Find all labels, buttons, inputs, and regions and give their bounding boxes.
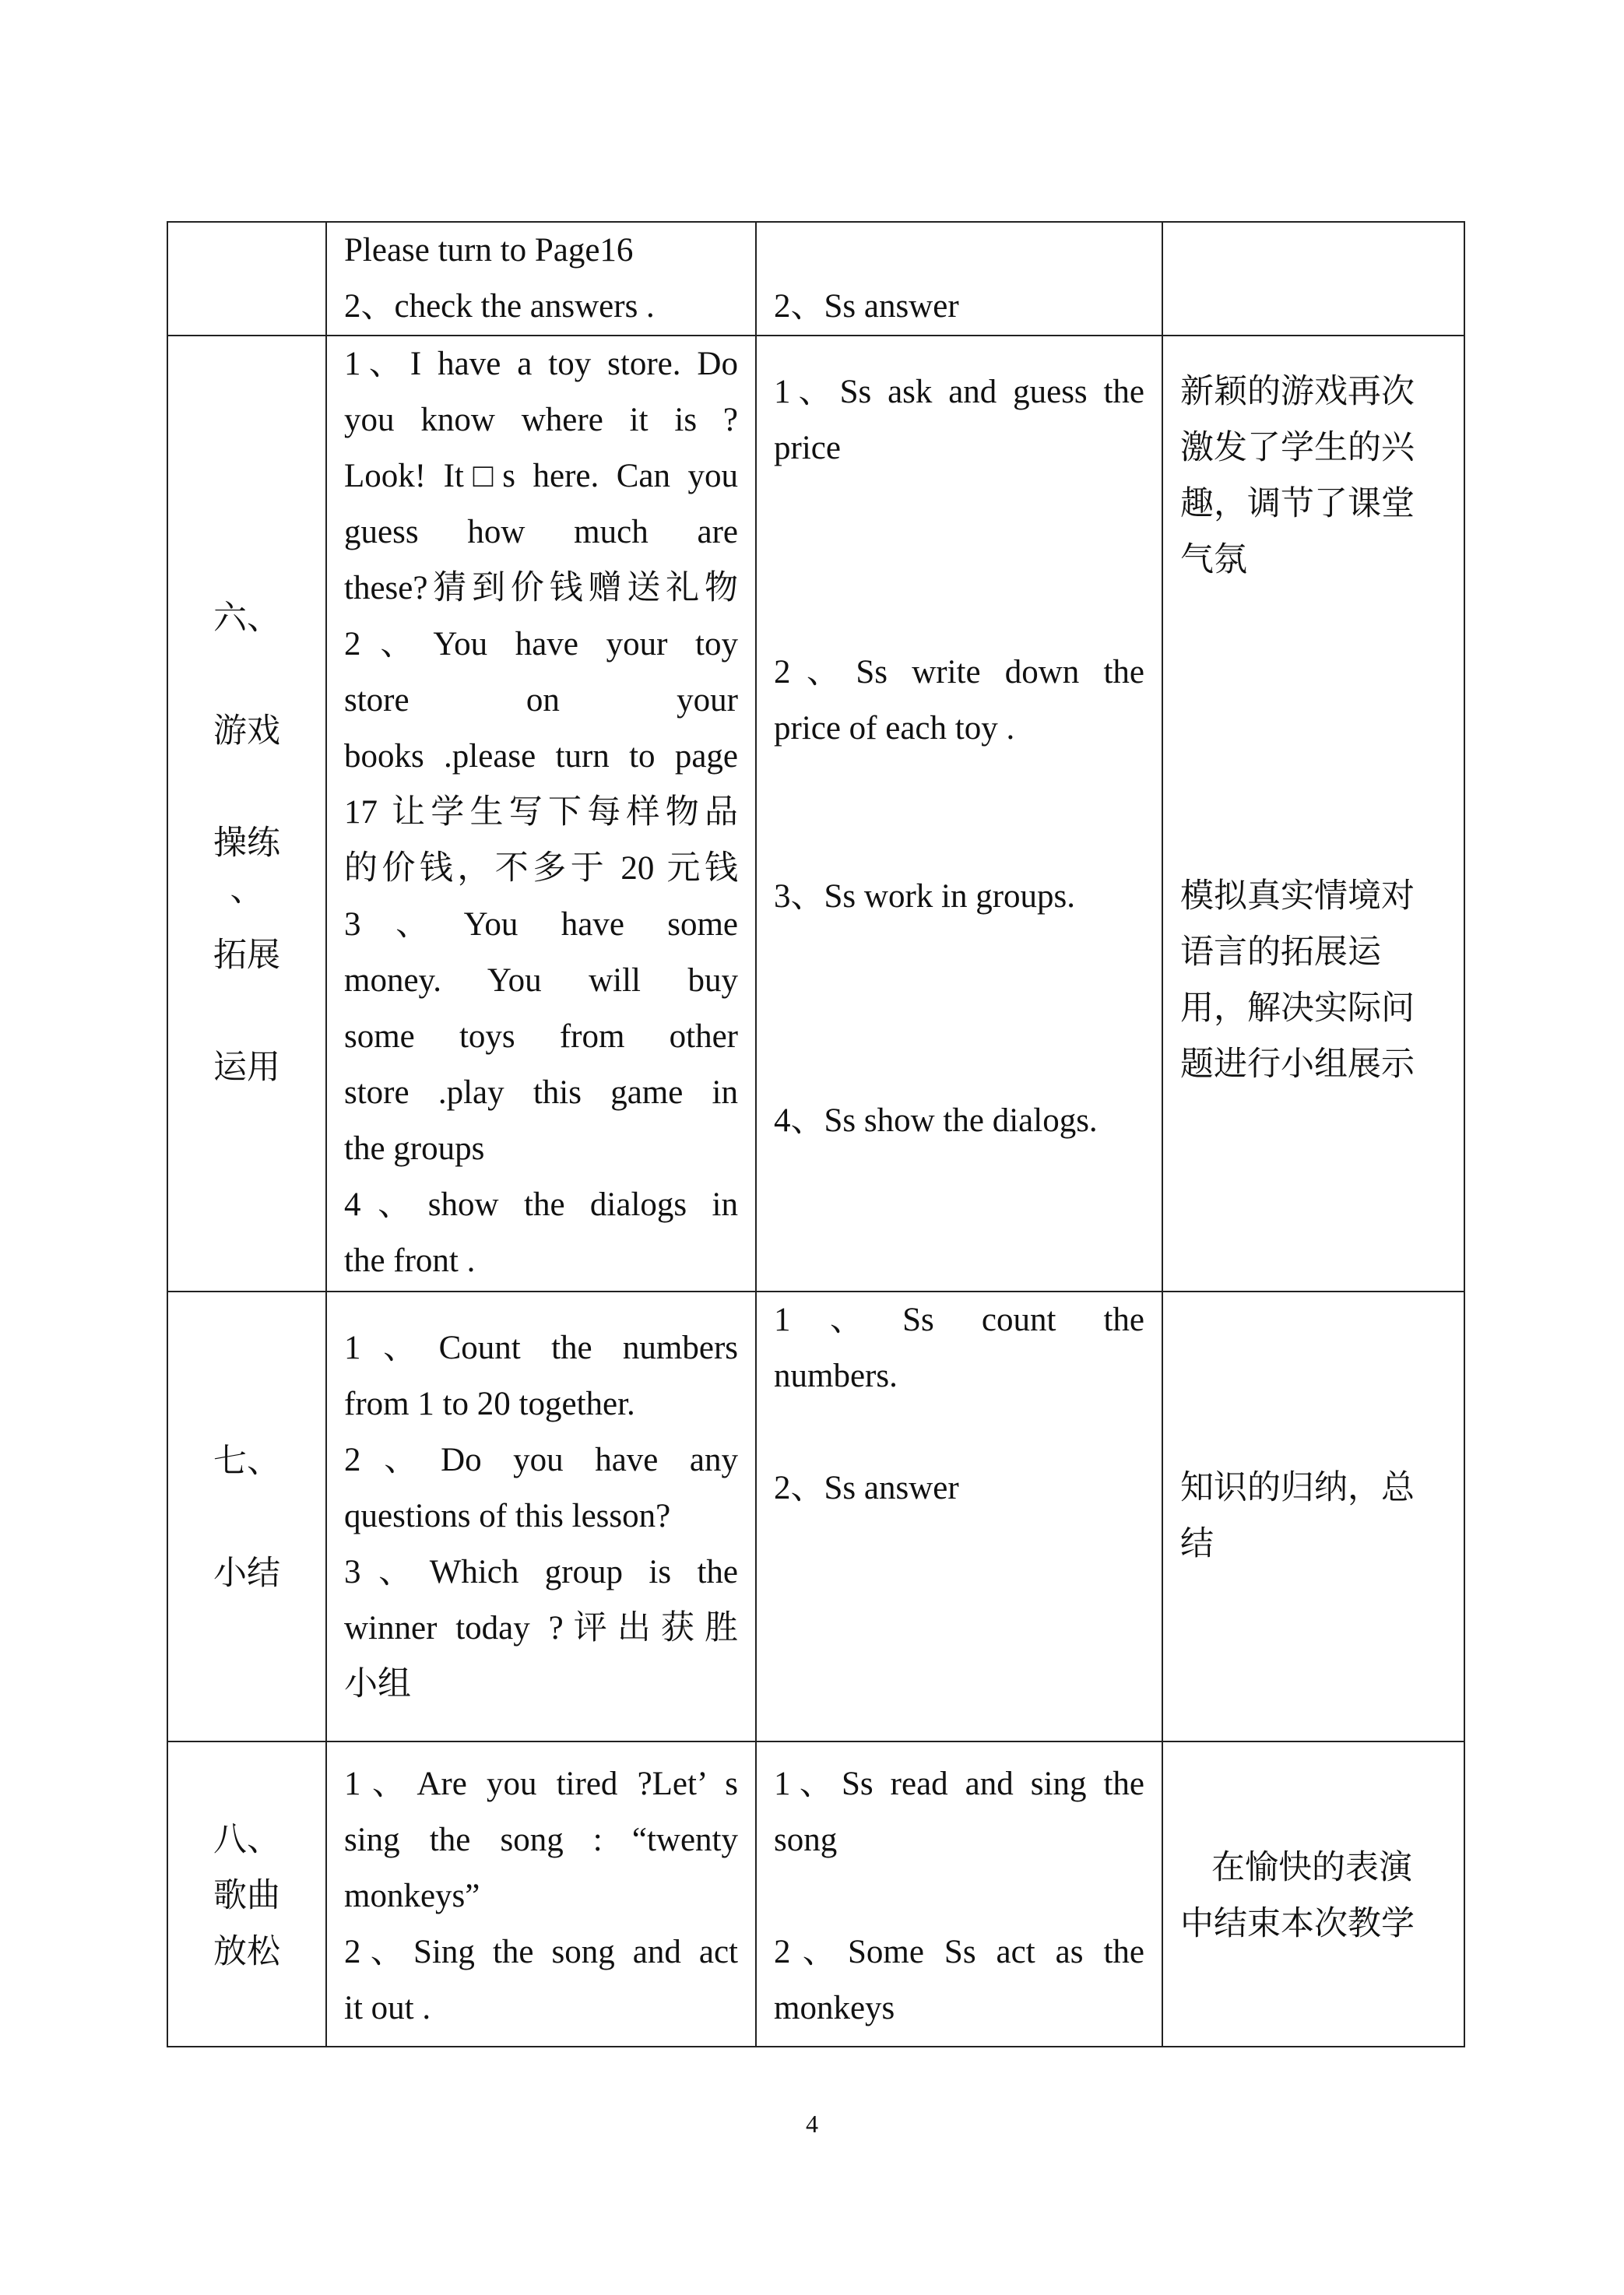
text-line: 激发了学生的兴 xyxy=(1180,430,1415,466)
student-activity-cell xyxy=(756,1292,1162,1741)
text-line: 2、Ss answer xyxy=(774,288,959,325)
stage-label: 、 xyxy=(230,872,264,909)
table-row xyxy=(167,1292,1464,1741)
text-line: it out . xyxy=(344,1990,431,2026)
text-line: 新颖的游戏再次 xyxy=(1180,374,1415,410)
text-line: 3、Ss work in groups. xyxy=(774,878,1076,915)
text-line: some toys from other xyxy=(344,1018,738,1055)
text-line: Look! It□s here. Can you xyxy=(344,458,738,494)
page-number: 4 xyxy=(806,2110,818,2138)
text-line: 1、I have a toy store. Do xyxy=(344,346,738,382)
text-line: 语言的拓展运 xyxy=(1180,934,1381,971)
text-line: questions of this lesson? xyxy=(344,1498,671,1534)
text-line: 1、Ss read and sing the xyxy=(774,1766,1144,1802)
text-line: guess how much are xyxy=(344,514,738,550)
text-line: store .play this game in xyxy=(344,1074,738,1111)
text-line: the front . xyxy=(344,1242,476,1279)
text-line: these?猜到价钱赠送礼物 xyxy=(344,570,738,606)
text-line: 4、show the dialogs in xyxy=(344,1186,738,1223)
text-line: winner today ?评出获胜 xyxy=(344,1610,738,1647)
text-line: 2、Sing the song and act xyxy=(344,1934,738,1970)
text-line: store on your xyxy=(344,682,738,719)
stage-label: 六、 xyxy=(213,600,280,637)
text-line: 模拟真实情境对 xyxy=(1180,878,1415,915)
student-activity-cell xyxy=(756,336,1162,1292)
purpose-cell xyxy=(1162,1292,1464,1741)
text-line: books .please turn to page xyxy=(344,738,738,775)
text-line: 用，解决实际问 xyxy=(1180,990,1415,1027)
stage-cell xyxy=(167,1292,326,1741)
text-line: money. You will buy xyxy=(344,962,738,999)
text-line: 3、You have some xyxy=(344,906,738,943)
stage-label: 运用 xyxy=(213,1049,280,1086)
stage-cell xyxy=(167,1741,326,2047)
student-activity-cell xyxy=(756,222,1162,336)
text-line: from 1 to 20 together. xyxy=(344,1386,635,1422)
text-line: monkeys xyxy=(774,1990,895,2026)
student-activity-cell xyxy=(756,1741,1162,2047)
text-line: 小组 xyxy=(344,1666,411,1703)
purpose-cell xyxy=(1162,1741,1464,2047)
stage-label: 小结 xyxy=(213,1555,280,1592)
text-line: 2、Ss write down the xyxy=(774,654,1144,691)
text-line: price xyxy=(774,430,841,466)
stage-label: 八、 xyxy=(213,1822,280,1858)
stage-label: 歌曲 xyxy=(213,1878,280,1914)
table-row xyxy=(167,1741,1464,2047)
text-line: 3、Which group is the xyxy=(344,1554,738,1590)
stage-label: 操练 xyxy=(213,825,280,862)
teacher-activity-cell xyxy=(326,222,756,336)
text-line: 在愉快的表演 xyxy=(1211,1850,1412,1886)
text-line: 题进行小组展示 xyxy=(1180,1046,1415,1083)
text-line: 1、Are you tired ?Let’ s xyxy=(344,1766,738,1802)
text-line: numbers. xyxy=(774,1358,898,1394)
text-line: 趣，调节了课堂 xyxy=(1180,486,1415,522)
text-line: 1、Count the numbers xyxy=(344,1330,738,1366)
text-line: 2、Ss answer xyxy=(774,1470,959,1506)
stage-cell xyxy=(167,336,326,1292)
text-line: 4、Ss show the dialogs. xyxy=(774,1102,1098,1139)
table-row xyxy=(167,222,1464,336)
text-line: 气氛 xyxy=(1180,542,1247,578)
text-line: 2、Some Ss act as the xyxy=(774,1934,1144,1970)
text-line: price of each toy . xyxy=(774,710,1015,747)
text-line: you know where it is ? xyxy=(344,402,738,438)
stage-label: 七、 xyxy=(213,1443,280,1480)
stage-label: 放松 xyxy=(213,1934,280,1970)
teacher-activity-cell xyxy=(326,1292,756,1741)
purpose-cell xyxy=(1162,222,1464,336)
stage-label: 游戏 xyxy=(213,713,280,750)
text-line: 1、Ss count the xyxy=(774,1302,1144,1338)
text-line: 17 让学生写下每样物品 xyxy=(344,794,738,831)
text-line: song xyxy=(774,1822,838,1858)
purpose-cell xyxy=(1162,336,1464,1292)
text-line: 2、check the answers . xyxy=(344,288,655,325)
lesson-plan-table xyxy=(167,221,1465,2047)
text-line: 2、You have your toy xyxy=(344,626,738,662)
text-line: 2、Do you have any xyxy=(344,1442,738,1478)
text-line: 1、Ss ask and guess the xyxy=(774,374,1144,410)
text-line: the groups xyxy=(344,1130,485,1167)
table-row xyxy=(167,336,1464,1292)
text-line: 的价钱，不多于 20 元钱 xyxy=(344,850,738,887)
text-line: sing the song : “twenty xyxy=(344,1822,738,1858)
stage-label: 拓展 xyxy=(213,937,280,974)
text-line: 知识的归纳，总 xyxy=(1180,1470,1415,1506)
text-line: Please turn to Page16 xyxy=(344,232,634,269)
teacher-activity-cell xyxy=(326,336,756,1292)
text-line: monkeys” xyxy=(344,1878,480,1914)
teacher-activity-cell xyxy=(326,1741,756,2047)
text-line: 中结束本次教学 xyxy=(1180,1906,1415,1942)
stage-cell xyxy=(167,222,326,336)
text-line: 结 xyxy=(1180,1526,1214,1562)
